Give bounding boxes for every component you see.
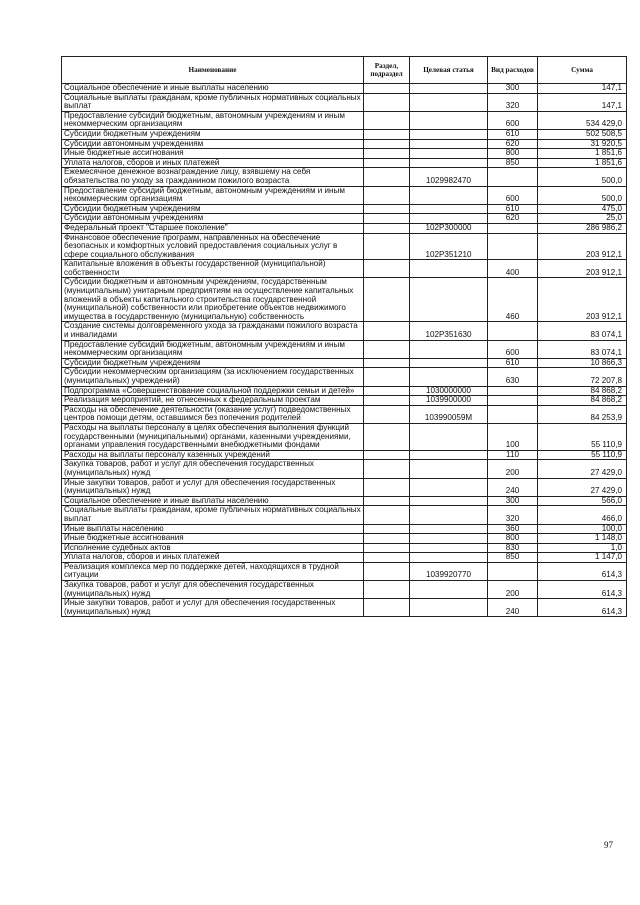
- cell-section: [364, 599, 410, 617]
- table-row: [62, 562, 627, 580]
- cell-target: [410, 129, 488, 139]
- cell-target: [410, 111, 488, 129]
- cell-section: [364, 386, 410, 396]
- cell-target: [410, 496, 488, 506]
- cell-name: Иные бюджетные ассигнования: [62, 534, 364, 544]
- cell-target: [410, 139, 488, 149]
- cell-target: [410, 460, 488, 478]
- cell-sum: 1 147,0: [538, 553, 627, 563]
- cell-name: Закупка товаров, работ и услуг для обеспечения государственных (муниципальных) нужд: [62, 581, 364, 599]
- cell-target: [410, 599, 488, 617]
- cell-sum: 203 912,1: [538, 233, 627, 260]
- cell-target: [410, 506, 488, 524]
- table-row: [62, 278, 627, 322]
- cell-kind: 610: [488, 358, 538, 368]
- cell-sum: 203 912,1: [538, 278, 627, 322]
- cell-name: Субсидии некоммерческим организациям (за исключением государственных (муниципальных) учреждений): [62, 368, 364, 386]
- cell-kind: 320: [488, 506, 538, 524]
- cell-section: [364, 84, 410, 94]
- cell-sum: 614,3: [538, 599, 627, 617]
- cell-sum: 147,1: [538, 93, 627, 111]
- cell-section: [364, 562, 410, 580]
- table-row: [62, 84, 627, 94]
- cell-target: [410, 93, 488, 111]
- cell-section: [364, 93, 410, 111]
- cell-section: [364, 543, 410, 553]
- cell-section: [364, 405, 410, 423]
- cell-target: [410, 214, 488, 224]
- header-section: Раздел, подраздел: [364, 57, 410, 84]
- cell-target: [410, 149, 488, 159]
- cell-sum: 614,3: [538, 562, 627, 580]
- cell-sum: 1 851,6: [538, 149, 627, 159]
- cell-name: Ежемесячное денежное вознаграждение лицу, взявшему на себя обязательства по уходу за гражданином пожилого возраста: [62, 168, 364, 186]
- page-number: 97: [604, 840, 613, 850]
- header-kind: Вид расходов: [488, 57, 538, 84]
- cell-kind: 110: [488, 450, 538, 460]
- cell-sum: 475,0: [538, 204, 627, 214]
- cell-sum: 100,0: [538, 524, 627, 534]
- table-row: [62, 149, 627, 159]
- cell-target: [410, 543, 488, 553]
- table-row: [62, 506, 627, 524]
- cell-section: [364, 496, 410, 506]
- cell-name: Уплата налогов, сборов и иных платежей: [62, 158, 364, 168]
- cell-sum: 83 074,1: [538, 340, 627, 358]
- cell-sum: 500,0: [538, 168, 627, 186]
- table-row: [62, 93, 627, 111]
- cell-name: Финансовое обеспечение программ, направленных на обеспечение безопасных и комфортных условий предоставления социальных услуг в сфере социального обслуживания: [62, 233, 364, 260]
- table-row: [62, 129, 627, 139]
- cell-name: Иные выплаты населению: [62, 524, 364, 534]
- header-name: Наименование: [62, 57, 364, 84]
- cell-sum: 27 429,0: [538, 460, 627, 478]
- cell-target: [410, 450, 488, 460]
- cell-target: [410, 204, 488, 214]
- cell-section: [364, 534, 410, 544]
- cell-name: Социальные выплаты гражданам, кроме публичных нормативных социальных выплат: [62, 506, 364, 524]
- cell-name: Субсидии бюджетным учреждениям: [62, 358, 364, 368]
- cell-name: Уплата налогов, сборов и иных платежей: [62, 553, 364, 563]
- cell-kind: 200: [488, 581, 538, 599]
- cell-sum: 1,0: [538, 543, 627, 553]
- cell-name: Иные закупки товаров, работ и услуг для обеспечения государственных (муниципальных) нужд: [62, 599, 364, 617]
- cell-kind: 830: [488, 543, 538, 553]
- cell-section: [364, 358, 410, 368]
- cell-section: [364, 233, 410, 260]
- cell-section: [364, 204, 410, 214]
- cell-section: [364, 460, 410, 478]
- cell-sum: 1 148,0: [538, 534, 627, 544]
- cell-section: [364, 186, 410, 204]
- cell-target: [410, 534, 488, 544]
- cell-name: Иные закупки товаров, работ и услуг для обеспечения государственных (муниципальных) нужд: [62, 478, 364, 496]
- cell-sum: 84 253,9: [538, 405, 627, 423]
- table-row: [62, 460, 627, 478]
- header-sum: Сумма: [538, 57, 627, 84]
- table-row: [62, 322, 627, 340]
- cell-name: Субсидии бюджетным учреждениям: [62, 129, 364, 139]
- table-row: [62, 340, 627, 358]
- cell-kind: 600: [488, 340, 538, 358]
- cell-target: [410, 581, 488, 599]
- cell-sum: 10 866,3: [538, 358, 627, 368]
- cell-section: [364, 368, 410, 386]
- table-row: [62, 260, 627, 278]
- table-row: [62, 186, 627, 204]
- cell-target: [410, 186, 488, 204]
- cell-name: Социальное обеспечение и иные выплаты населению: [62, 496, 364, 506]
- cell-target: [410, 368, 488, 386]
- cell-section: [364, 423, 410, 450]
- cell-name: Предоставление субсидий бюджетным, автономным учреждениям и иным некоммерческим организациям: [62, 111, 364, 129]
- cell-kind: [488, 405, 538, 423]
- cell-name: Реализация комплекса мер по поддержке детей, находящихся в трудной ситуации: [62, 562, 364, 580]
- cell-section: [364, 450, 410, 460]
- table-body: [62, 84, 627, 617]
- budget-table: [61, 56, 627, 617]
- cell-name: Социальные выплаты гражданам, кроме публичных нормативных социальных выплат: [62, 93, 364, 111]
- cell-target: [410, 478, 488, 496]
- cell-kind: [488, 233, 538, 260]
- cell-sum: 72 207,8: [538, 368, 627, 386]
- cell-kind: 300: [488, 496, 538, 506]
- cell-kind: [488, 386, 538, 396]
- cell-name: Расходы на выплаты персоналу казенных учреждений: [62, 450, 364, 460]
- cell-target: 102P351210: [410, 233, 488, 260]
- table-row: [62, 599, 627, 617]
- cell-section: [364, 111, 410, 129]
- cell-sum: 25,0: [538, 214, 627, 224]
- table-row: [62, 168, 627, 186]
- cell-kind: 610: [488, 204, 538, 214]
- table-row: [62, 553, 627, 563]
- cell-name: Субсидии автономным учреждениям: [62, 214, 364, 224]
- cell-section: [364, 139, 410, 149]
- cell-section: [364, 524, 410, 534]
- cell-sum: 534 429,0: [538, 111, 627, 129]
- cell-section: [364, 223, 410, 233]
- table-row: [62, 111, 627, 129]
- cell-target: [410, 158, 488, 168]
- cell-sum: 566,0: [538, 496, 627, 506]
- cell-target: [410, 524, 488, 534]
- cell-name: Предоставление субсидий бюджетным, автономным учреждениям и иным некоммерческим организациям: [62, 340, 364, 358]
- cell-sum: 55 110,9: [538, 423, 627, 450]
- cell-kind: 800: [488, 149, 538, 159]
- cell-section: [364, 553, 410, 563]
- cell-name: Социальное обеспечение и иные выплаты населению: [62, 84, 364, 94]
- header-target: Целевая статья: [410, 57, 488, 84]
- cell-kind: 850: [488, 553, 538, 563]
- cell-target: 1030000000: [410, 386, 488, 396]
- cell-name: Иные бюджетные ассигнования: [62, 149, 364, 159]
- cell-kind: 600: [488, 111, 538, 129]
- cell-kind: 610: [488, 129, 538, 139]
- cell-section: [364, 396, 410, 406]
- cell-target: [410, 340, 488, 358]
- cell-kind: 600: [488, 186, 538, 204]
- table-row: [62, 396, 627, 406]
- cell-kind: 240: [488, 599, 538, 617]
- cell-section: [364, 214, 410, 224]
- table-row: [62, 223, 627, 233]
- cell-kind: [488, 562, 538, 580]
- cell-target: [410, 358, 488, 368]
- cell-sum: 466,0: [538, 506, 627, 524]
- cell-kind: 360: [488, 524, 538, 534]
- cell-name: Субсидии бюджетным и автономным учреждениям, государственным (муниципальным) унитарным предприятиям на осуществление капитальных вложений в объекты капитального строительства государственной (муниципальной) собственности или приобретение объектов недвижимого имущества в государственную (муниципальную) собственность: [62, 278, 364, 322]
- cell-kind: 800: [488, 534, 538, 544]
- cell-target: 103990059М: [410, 405, 488, 423]
- cell-name: Субсидии автономным учреждениям: [62, 139, 364, 149]
- table-row: [62, 214, 627, 224]
- cell-sum: 84 868,2: [538, 396, 627, 406]
- cell-name: Расходы на выплаты персоналу в целях обеспечения выполнения функций государственными (муниципальными) органами, казенными учреждениями, органами управления государственными внебюджетными фондами: [62, 423, 364, 450]
- cell-sum: 203 912,1: [538, 260, 627, 278]
- cell-section: [364, 260, 410, 278]
- cell-name: Подпрограмма «Совершенствование социальной поддержки семьи и детей»: [62, 386, 364, 396]
- cell-kind: [488, 223, 538, 233]
- cell-sum: 1 851,6: [538, 158, 627, 168]
- cell-target: [410, 423, 488, 450]
- cell-target: [410, 84, 488, 94]
- cell-kind: 240: [488, 478, 538, 496]
- cell-name: Федеральный проект "Старшее поколение": [62, 223, 364, 233]
- cell-name: Предоставление субсидий бюджетным, автономным учреждениям и иным некоммерческим организациям: [62, 186, 364, 204]
- cell-sum: 83 074,1: [538, 322, 627, 340]
- table-row: [62, 534, 627, 544]
- cell-section: [364, 581, 410, 599]
- cell-kind: 630: [488, 368, 538, 386]
- cell-sum: 27 429,0: [538, 478, 627, 496]
- cell-sum: 55 110,9: [538, 450, 627, 460]
- table-row: [62, 423, 627, 450]
- cell-sum: 614,3: [538, 581, 627, 599]
- cell-name: Реализация мероприятий, не отнесенных к федеральным проектам: [62, 396, 364, 406]
- cell-section: [364, 129, 410, 139]
- cell-name: Расходы на обеспечение деятельности (оказание услуг) подведомственных центров помощи детям, оставшимся без попечения родителей: [62, 405, 364, 423]
- cell-name: Капитальные вложения в объекты государственной (муниципальной) собственности: [62, 260, 364, 278]
- cell-section: [364, 340, 410, 358]
- cell-kind: 200: [488, 460, 538, 478]
- cell-section: [364, 278, 410, 322]
- cell-sum: 500,0: [538, 186, 627, 204]
- table-row: [62, 581, 627, 599]
- table-row: [62, 233, 627, 260]
- cell-section: [364, 478, 410, 496]
- cell-section: [364, 149, 410, 159]
- cell-sum: 84 868,2: [538, 386, 627, 396]
- cell-kind: 300: [488, 84, 538, 94]
- cell-kind: [488, 168, 538, 186]
- cell-kind: 100: [488, 423, 538, 450]
- cell-name: Закупка товаров, работ и услуг для обеспечения государственных (муниципальных) нужд: [62, 460, 364, 478]
- cell-sum: 502 508,5: [538, 129, 627, 139]
- cell-kind: 620: [488, 139, 538, 149]
- cell-target: 1039900000: [410, 396, 488, 406]
- table-row: [62, 478, 627, 496]
- cell-sum: 286 986,2: [538, 223, 627, 233]
- table-row: [62, 405, 627, 423]
- cell-target: 102P300000: [410, 223, 488, 233]
- table-header-row: [62, 57, 627, 84]
- cell-sum: 31 920,5: [538, 139, 627, 149]
- cell-kind: 320: [488, 93, 538, 111]
- cell-section: [364, 506, 410, 524]
- cell-target: 1029982470: [410, 168, 488, 186]
- cell-section: [364, 158, 410, 168]
- cell-name: Субсидии бюджетным учреждениям: [62, 204, 364, 214]
- cell-kind: [488, 322, 538, 340]
- cell-name: Исполнение судебных актов: [62, 543, 364, 553]
- cell-target: 102P351630: [410, 322, 488, 340]
- cell-section: [364, 322, 410, 340]
- cell-kind: 850: [488, 158, 538, 168]
- cell-target: [410, 553, 488, 563]
- cell-name: Создание системы долговременного ухода за гражданами пожилого возраста и инвалидами: [62, 322, 364, 340]
- cell-sum: 147,1: [538, 84, 627, 94]
- cell-target: 1039920770: [410, 562, 488, 580]
- cell-target: [410, 278, 488, 322]
- cell-kind: 460: [488, 278, 538, 322]
- cell-kind: 620: [488, 214, 538, 224]
- table-row: [62, 368, 627, 386]
- cell-section: [364, 168, 410, 186]
- cell-target: [410, 260, 488, 278]
- cell-kind: 400: [488, 260, 538, 278]
- cell-kind: [488, 396, 538, 406]
